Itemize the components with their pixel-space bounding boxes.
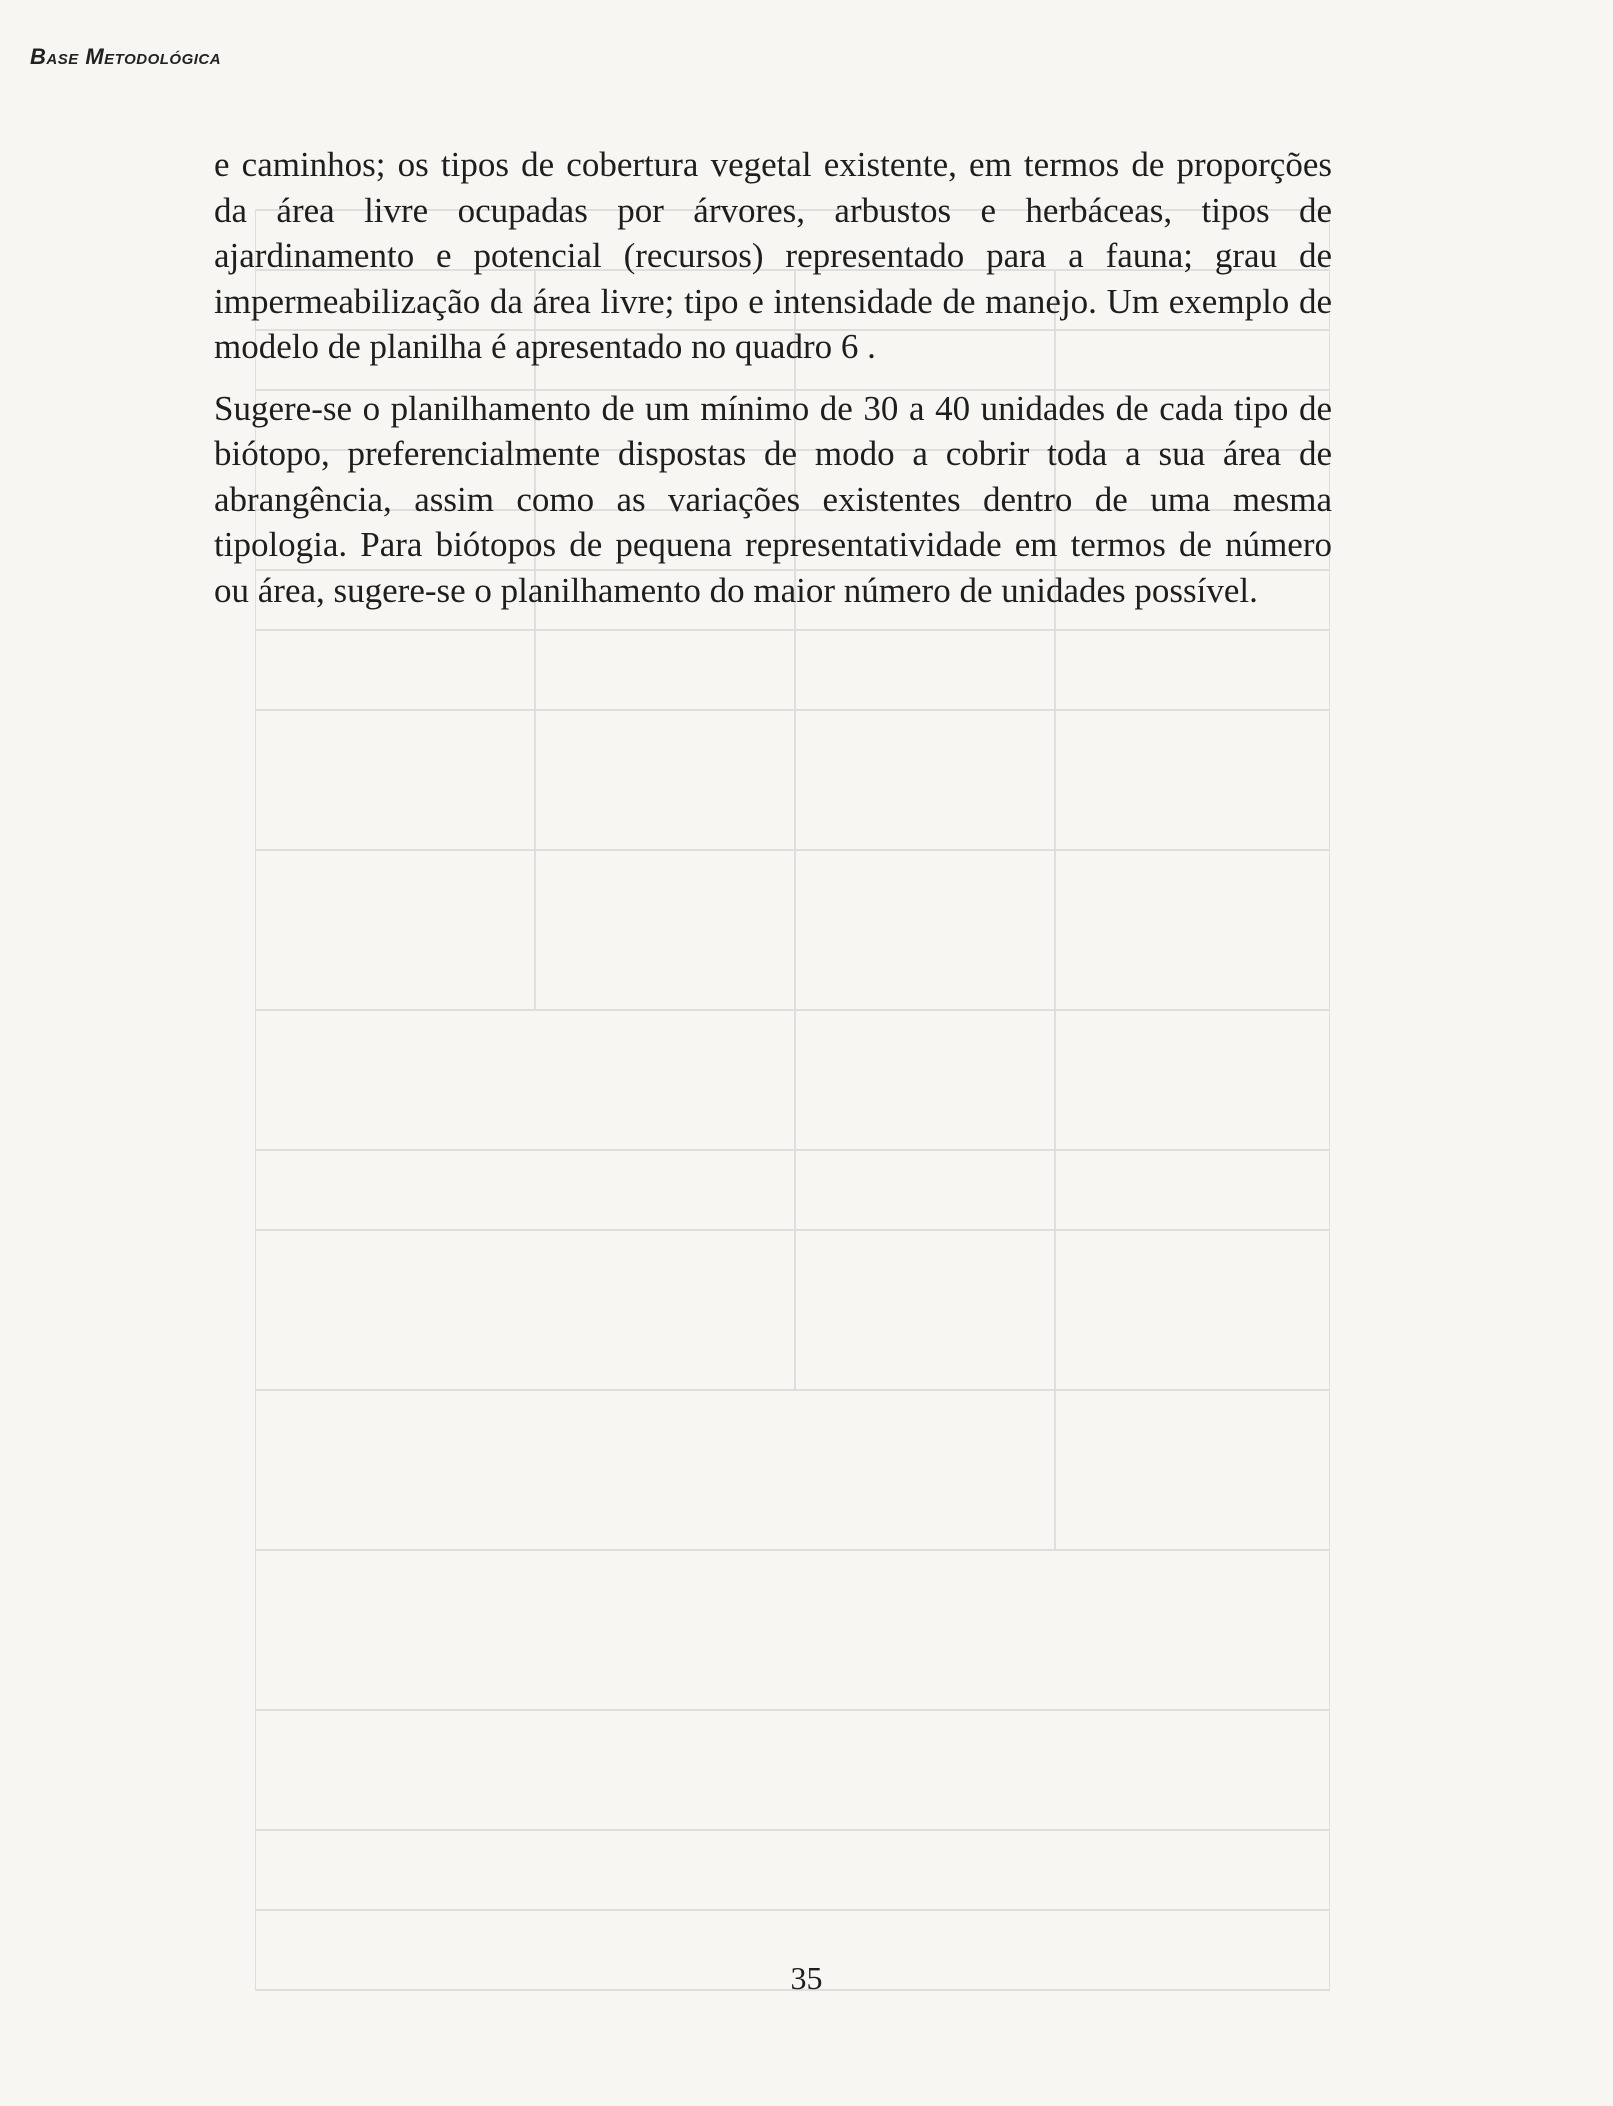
body-text: [214, 142, 1332, 629]
paragraph: e caminhos; os tipos de cobertura vegetal existente, em termos de proporções da área livre ocupadas por árvores, arbustos e herbáceas, tipos de ajardinamento e potencial (recursos) representado para a fauna; grau de impermeabilização da área livre; tipo e intensidade de manejo. Um exemplo de modelo de planilha é apresentado no quadro 6 .: [214, 145, 1332, 366]
running-header: Base Metodológica: [30, 44, 222, 69]
paragraph: Sugere-se o planilhamento de um mínimo de 30 a 40 unidades de cada tipo de biótopo, preferencialmente dispostas de modo a cobrir toda a sua área de abrangência, assim como as variações existentes dentro de uma mesma tipologia. Para biótopos de pequena representatividade em termos de número ou área, sugere-se o planilhamento do maior número de unidades possível.: [214, 388, 1332, 610]
page-number: 35: [790, 1960, 823, 1996]
